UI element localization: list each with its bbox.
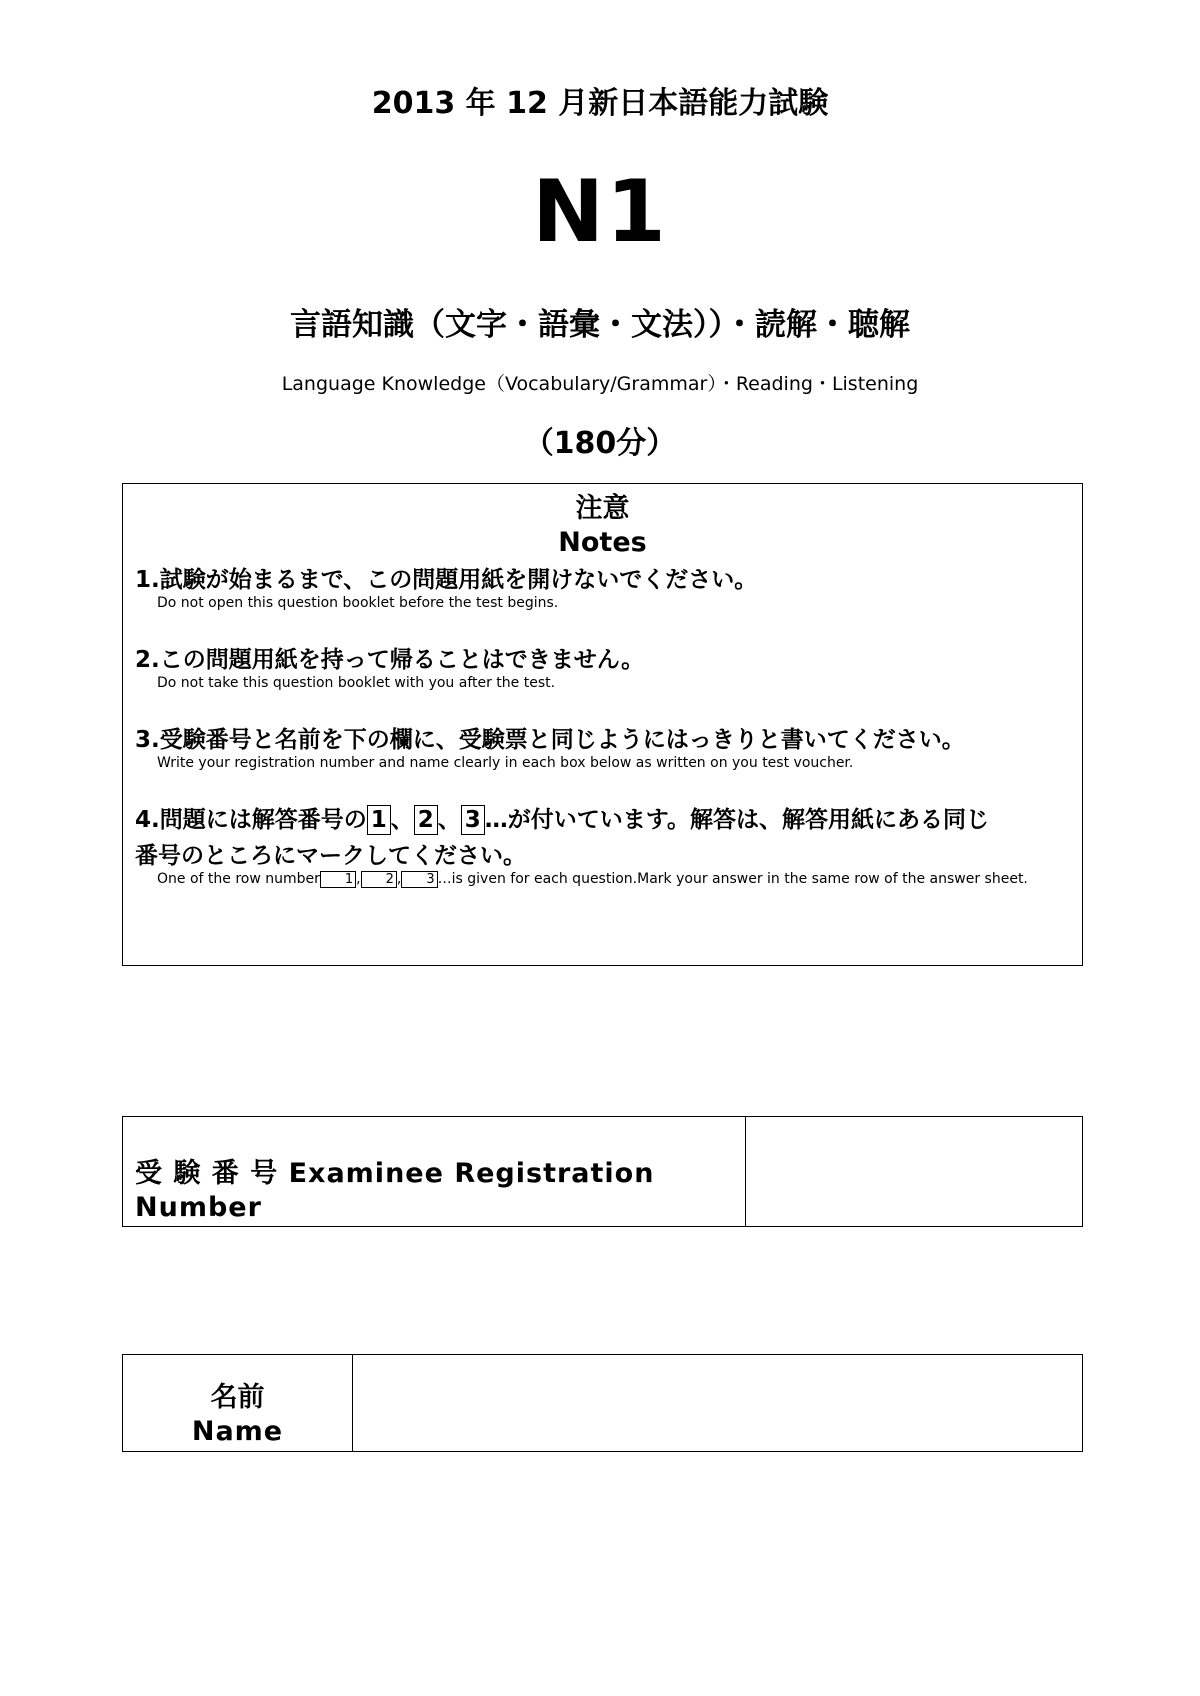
note-english — [135, 870, 1055, 889]
separator: , — [356, 871, 361, 887]
separator: 、 — [437, 807, 461, 833]
note-item-4 — [135, 802, 1055, 889]
name-label-english: Name — [191, 1416, 284, 1447]
registration-number-field[interactable] — [746, 1117, 1082, 1226]
note-4-suffix: …が付いています。解答は、解答用紙にある同じ — [484, 807, 989, 833]
name-label-japanese: 名前 — [210, 1382, 265, 1413]
answer-number-box-1: 1 — [367, 805, 391, 835]
note-japanese: 2.この問題用紙を持って帰ることはできません。 — [135, 647, 645, 673]
registration-label: 受 験 番 号 Examinee Registration Number — [135, 1158, 655, 1223]
answer-number-box-small-3: 3 — [401, 871, 437, 888]
sections-english: Language Knowledge（Vocabulary/Grammar）・Reading・Listening — [281, 373, 919, 395]
notes-heading-japanese: 注意 — [575, 493, 630, 524]
notes-heading-english: Notes — [558, 527, 647, 558]
separator: , — [396, 871, 402, 887]
name-field[interactable] — [353, 1355, 1082, 1451]
answer-number-box-3: 3 — [461, 805, 485, 835]
registration-label-cell — [123, 1117, 746, 1226]
name-label-cell — [123, 1355, 353, 1451]
note-4-prefix: 4.問題には解答番号の — [135, 807, 367, 833]
sections-japanese: 言語知識（文字・語彙・文法））・読解・聴解 — [290, 307, 910, 343]
name-table — [122, 1354, 1083, 1452]
answer-number-box-2: 2 — [414, 805, 438, 835]
note-japanese: 3.受験番号と名前を下の欄に、受験票と同じようにはっきりと書いてください。 — [135, 727, 965, 753]
note-japanese: 1.試験が始まるまで、この問題用紙を開けないでください。 — [135, 567, 758, 593]
note-4-en-prefix: One of the row number — [157, 871, 320, 887]
note-english: Write your registration number and name clearly in each box below as written on you test voucher. — [157, 755, 854, 771]
note-japanese-line-2: 番号のところにマークしてください。 — [135, 843, 526, 869]
exam-duration: （180分） — [523, 426, 677, 461]
note-item-3 — [135, 722, 1055, 773]
registration-number-table — [122, 1116, 1083, 1227]
notes-box — [122, 483, 1083, 966]
note-english: Do not take this question booklet with you after the test. — [157, 675, 556, 691]
separator: 、 — [390, 807, 414, 833]
note-item-1 — [135, 562, 1055, 613]
note-4-en-suffix: …is given for each question.Mark your answer in the same row of the answer sheet. — [437, 871, 1028, 887]
exam-title: 2013 年 12 月新日本語能力試験 — [371, 86, 829, 121]
answer-number-box-small-2: 2 — [361, 871, 397, 888]
note-japanese-line-1 — [135, 802, 1055, 838]
note-english: Do not open this question booklet before the test begins. — [157, 595, 559, 611]
answer-number-box-small-1: 1 — [320, 871, 356, 888]
exam-level: N1 — [532, 162, 668, 262]
note-item-2 — [135, 642, 1055, 693]
